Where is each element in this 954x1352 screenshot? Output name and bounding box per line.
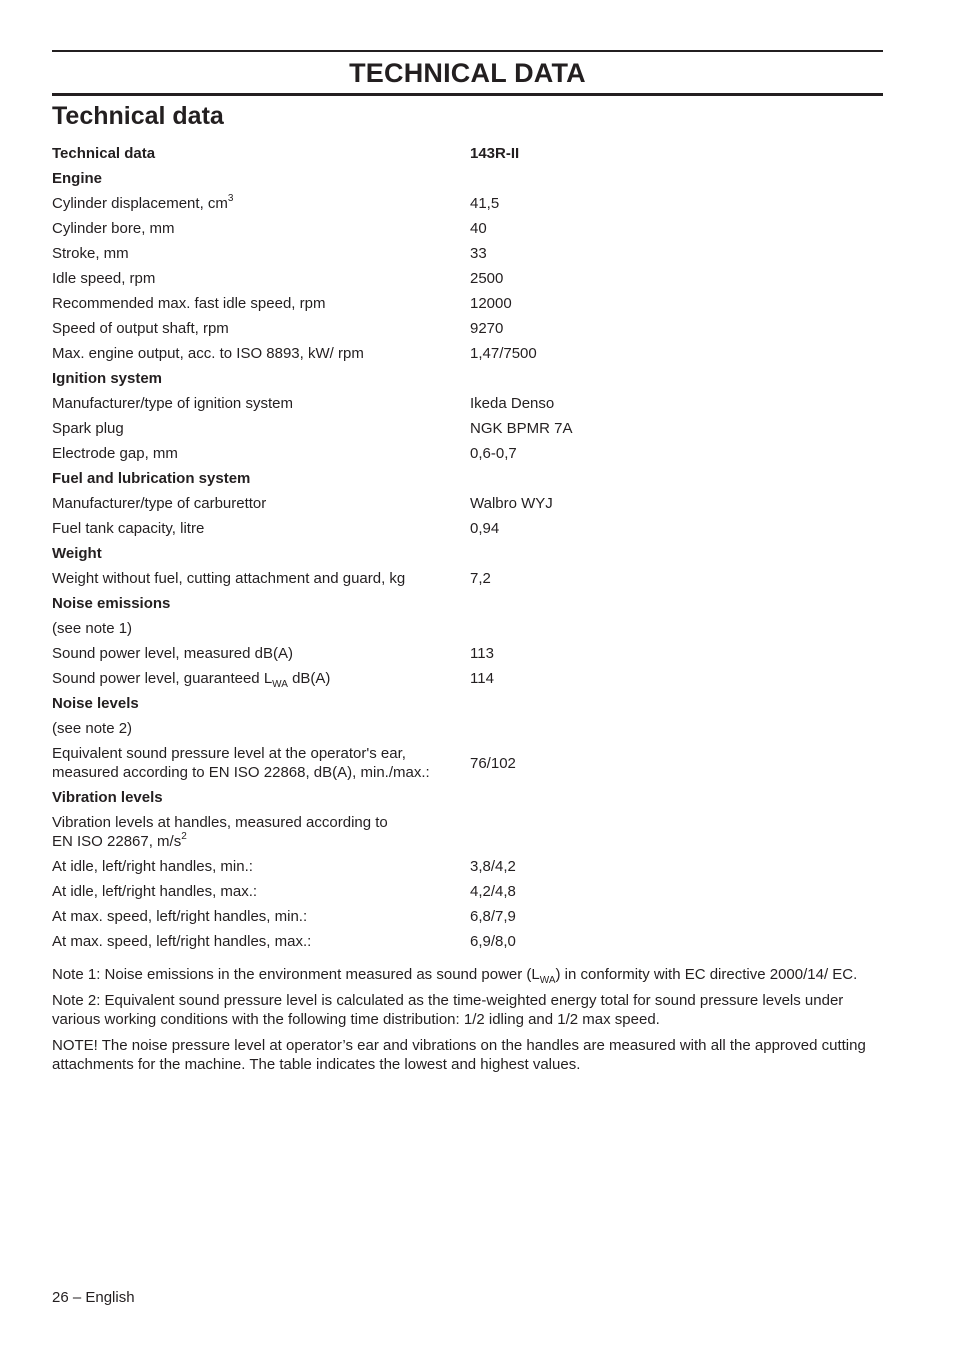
row-label: Cylinder displacement, $cm^3$: [52, 193, 234, 212]
note-3: NOTE! The noise pressure level at operator’s ear and vibrations on the handles are measured with all the approved cutting attachments for the machine. The table indicates the lowest and highest values.: [52, 1037, 866, 1073]
row-value: 41,5: [470, 195, 500, 212]
header-rule-bottom: [52, 93, 883, 96]
notes: [52, 965, 883, 1081]
weight-heading: [52, 541, 883, 566]
row-value: 6,8/7,9: [470, 908, 516, 925]
noise-emissions-heading: [52, 591, 883, 616]
table-row: [52, 216, 883, 241]
note-1: Note 1: Noise emissions in the environment measured as sound power $(L_{WA})$ in conformity with EC directive 2000/14/ EC.: [52, 966, 858, 986]
row-label: Fuel tank capacity, litre: [52, 520, 205, 537]
table-row: [52, 879, 883, 904]
row-label: Electrode gap, mm: [52, 445, 178, 462]
table-row: [52, 266, 883, 291]
ignition-heading-label: Ignition system: [52, 370, 163, 387]
table-row: [52, 241, 883, 266]
fuel-heading: [52, 466, 883, 491]
table-row: [52, 341, 883, 366]
row-label: Speed of output shaft, rpm: [52, 320, 229, 337]
table-row: [52, 854, 883, 879]
row-label: Max. engine output, acc. to ISO 8893, kW/ rpm: [52, 345, 364, 362]
ignition-heading: [52, 366, 883, 391]
row-value: 76/102: [470, 754, 516, 772]
row-value: 0,94: [470, 520, 500, 537]
row-label: Vibration levels at handles, measured according to EN ISO 22867, $m/s^2$: [52, 814, 388, 850]
row-value: 1,47/7500: [470, 345, 537, 362]
row-value: 0,6-0,7: [470, 445, 517, 462]
section-title: Technical data: [52, 102, 224, 130]
table-row: [52, 666, 883, 691]
row-value: 12000: [470, 295, 512, 312]
table-row: [52, 516, 883, 541]
engine-heading: [52, 166, 883, 191]
row-value: NGK BPMR 7A: [470, 420, 573, 437]
vibration-heading: [52, 785, 883, 810]
model-name: 143R-II: [470, 145, 520, 162]
table-row: [52, 641, 883, 666]
row-label: At max. speed, left/right handles, min.:: [52, 908, 308, 925]
row-label: At idle, left/right handles, min.:: [52, 858, 253, 875]
row-label: At max. speed, left/right handles, max.:: [52, 933, 312, 950]
row-value: 7,2: [470, 570, 491, 587]
table-row: [52, 741, 883, 785]
table-row: [52, 566, 883, 591]
row-value: 114: [470, 670, 494, 687]
table-row: [52, 810, 883, 854]
row-value: 6,9/8,0: [470, 933, 516, 950]
row-label: Weight without fuel, cutting attachment and guard, kg: [52, 570, 406, 587]
table-row: [52, 291, 883, 316]
table-row: [52, 391, 883, 416]
table-row: [52, 716, 883, 741]
row-value: Walbro WYJ: [470, 495, 553, 512]
row-label: Idle speed, rpm: [52, 270, 156, 287]
table-row: [52, 316, 883, 341]
technical-data-table: [52, 141, 883, 954]
page-footer: 26 – English: [52, 1289, 135, 1306]
row-value: 2500: [470, 270, 504, 287]
vibration-heading-label: Vibration levels: [52, 789, 163, 806]
row-label: Sound power level, guaranteed $L_{WA}$ dB(A): [52, 670, 331, 690]
table-row: [52, 929, 883, 954]
row-value: Ikeda Denso: [470, 395, 555, 412]
row-label: Spark plug: [52, 420, 124, 437]
row-value: 4,2/4,8: [470, 883, 516, 900]
row-label: Manufacturer/type of ignition system: [52, 395, 293, 412]
row-label: Equivalent sound pressure level at the operator's ear, measured according to EN ISO 22868, dB(A), min./max.:: [52, 745, 430, 781]
row-value: 113: [470, 645, 494, 662]
header-label: Technical data: [52, 145, 156, 162]
header-rule-top: [52, 50, 883, 52]
fuel-heading-label: Fuel and lubrication system: [52, 470, 251, 487]
table-row: [52, 191, 883, 216]
row-value: 9270: [470, 320, 504, 337]
row-label: Recommended max. fast idle speed, rpm: [52, 295, 326, 312]
table-row: [52, 491, 883, 516]
table-row: [52, 904, 883, 929]
table-header-row: [52, 141, 883, 166]
row-value: 33: [470, 245, 487, 262]
row-note: (see note 2): [52, 720, 133, 737]
note-2: Note 2: Equivalent sound pressure level is calculated as the time-weighted energy total for sound pressure levels under various working conditions with the following time distribution: 1/2 idling and 1/2 max speed.: [52, 992, 844, 1028]
table-row: [52, 616, 883, 641]
row-label: Stroke, mm: [52, 245, 129, 262]
engine-heading-label: Engine: [52, 170, 103, 187]
row-label: Sound power level, measured dB(A): [52, 645, 293, 662]
row-value: 3,8/4,2: [470, 858, 516, 875]
noise-emissions-heading-label: Noise emissions: [52, 595, 171, 612]
row-label: Manufacturer/type of carburettor: [52, 495, 267, 512]
table-row: [52, 441, 883, 466]
row-note: (see note 1): [52, 620, 133, 637]
row-label: Cylinder bore, mm: [52, 220, 175, 237]
row-label: At idle, left/right handles, max.:: [52, 883, 258, 900]
noise-levels-heading: [52, 691, 883, 716]
weight-heading-label: Weight: [52, 545, 102, 562]
row-value: 40: [470, 220, 487, 237]
noise-levels-heading-label: Noise levels: [52, 695, 139, 712]
header-title: TECHNICAL DATA: [349, 58, 586, 88]
table-row: [52, 416, 883, 441]
